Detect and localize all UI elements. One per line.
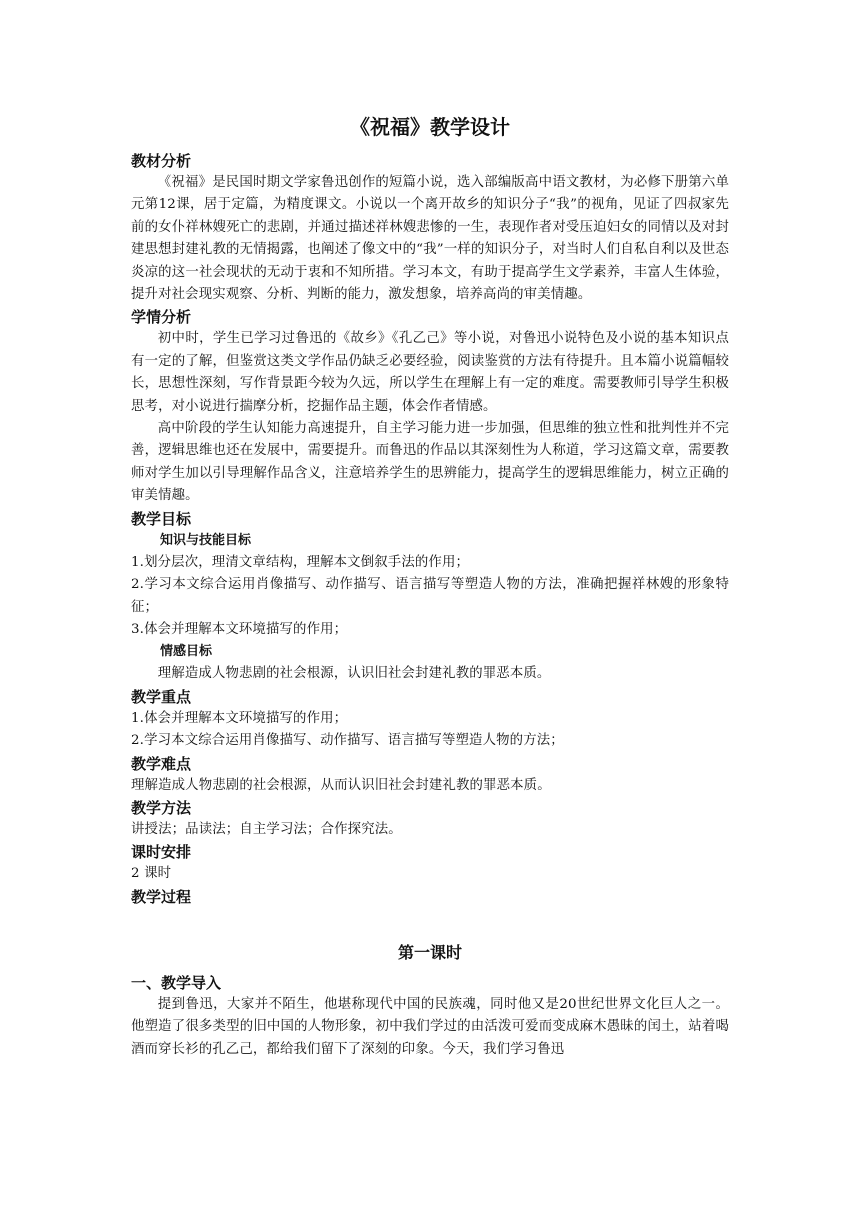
method-text: 讲授法；品读法；自主学习法；合作探究法。 xyxy=(131,821,402,837)
goal-item-1: 1.划分层次，理清文章结构，理解本文倒叙手法的作用； xyxy=(131,554,470,570)
material-paragraph: 《祝福》是民国时期文学家鲁迅创作的短篇小说，选入部编版高中语文教材，为必修下册第六单元第12课，居于定篇，为精度课文。小说以一个离开故乡的知识分子“我”的视角，见证了四叔家先前的女仆祥林嫂死亡的悲剧，并通过描述祥林嫂悲惨的一生，表现作者对受压迫妇女的同情以及对封建思想封建礼教的无情揭露，也阐述了像文中的“我”一样的知识分子，对当时人们自私自利以及世态炎凉的这一社会现状的无动于衷和不知所措。学习本文，有助于提高学生文学素养，丰富人生体验，提升对社会现实观察、分析、判断的能力，激发想象，培养高尚的审美情趣。 xyxy=(131,175,729,303)
goal-item-2: 2.学习本文综合运用肖像描写、动作描写、语言描写等塑造人物的方法，准确把握祥林嫂的形象特征； xyxy=(131,577,729,615)
lesson-1-intro-text: 提到鲁迅，大家并不陌生，他堪称现代中国的民族魂，同时他又是20世纪世界文化巨人之一。他塑造了很多类型的旧中国的人物形象，初中我们学过的由活泼可爱而变成麻木愚昧的闰土，站着喝酒而穿长衫的孔乙己，都给我们留下了深刻的印象。今天，我们学习鲁迅 xyxy=(131,996,729,1057)
section-heading-process: 教学过程 xyxy=(131,887,192,906)
lesson-1-title: 第一课时 xyxy=(397,942,462,962)
section-heading-material: 教材分析 xyxy=(131,152,192,170)
section-heading-key-points: 教学重点 xyxy=(131,687,192,706)
lesson-1-intro-heading: 一、教学导入 xyxy=(131,973,222,992)
goal-item-3: 3.体会并理解本文环境描写的作用； xyxy=(131,621,348,637)
schedule-text: 2 课时 xyxy=(131,866,172,882)
section-heading-students: 学情分析 xyxy=(131,308,192,327)
document-body xyxy=(131,112,729,1061)
students-paragraph-1: 初中时，学生已学习过鲁迅的《故乡》《孔乙己》等小说，对鲁迅小说特色及小说的基本知识点有一定的了解，但鉴赏这类文学作品仍缺乏必要经验，阅读鉴赏的方法有待提升。且本篇小说篇幅较长，思想性深刻，写作背景距今较为久远，所以学生在理解上有一定的难度。需要教师引导学生积极思考，对小说进行揣摩分析，挖掘作品主题，体会作者情感。 xyxy=(131,331,729,414)
section-heading-goals: 教学目标 xyxy=(131,509,192,528)
difficulty-text: 理解造成人物悲剧的社会根源，从而认识旧社会封建礼教的罪恶本质。 xyxy=(131,777,551,793)
emotion-goal-text: 理解造成人物悲剧的社会根源，认识旧社会封建礼教的罪恶本质。 xyxy=(157,666,551,682)
students-paragraph-2: 高中阶段的学生认知能力高速提升，自主学习能力进一步加强，但思维的独立性和批判性并不完善，逻辑思维也还在发展中，需要提升。而鲁迅的作品以其深刻性为人称道，学习这篇文章，需要教师对学生加以引导理解作品含义，注意培养学生的思辨能力，提高学生的逻辑思维能力，树立正确的审美情趣。 xyxy=(131,421,729,504)
subheading-emotion-goals: 情感目标 xyxy=(160,644,213,660)
section-heading-method: 教学方法 xyxy=(131,798,192,817)
key-point-1: 1.体会并理解本文环境描写的作用； xyxy=(131,710,348,726)
section-heading-difficulty: 教学难点 xyxy=(131,754,192,773)
page-title: 《祝福》教学设计 xyxy=(350,115,510,139)
key-point-2: 2.学习本文综合运用肖像描写、动作描写、语言描写等塑造人物的方法； xyxy=(131,733,564,749)
subheading-knowledge-goals: 知识与技能目标 xyxy=(160,532,252,548)
section-heading-schedule: 课时安排 xyxy=(131,843,192,862)
